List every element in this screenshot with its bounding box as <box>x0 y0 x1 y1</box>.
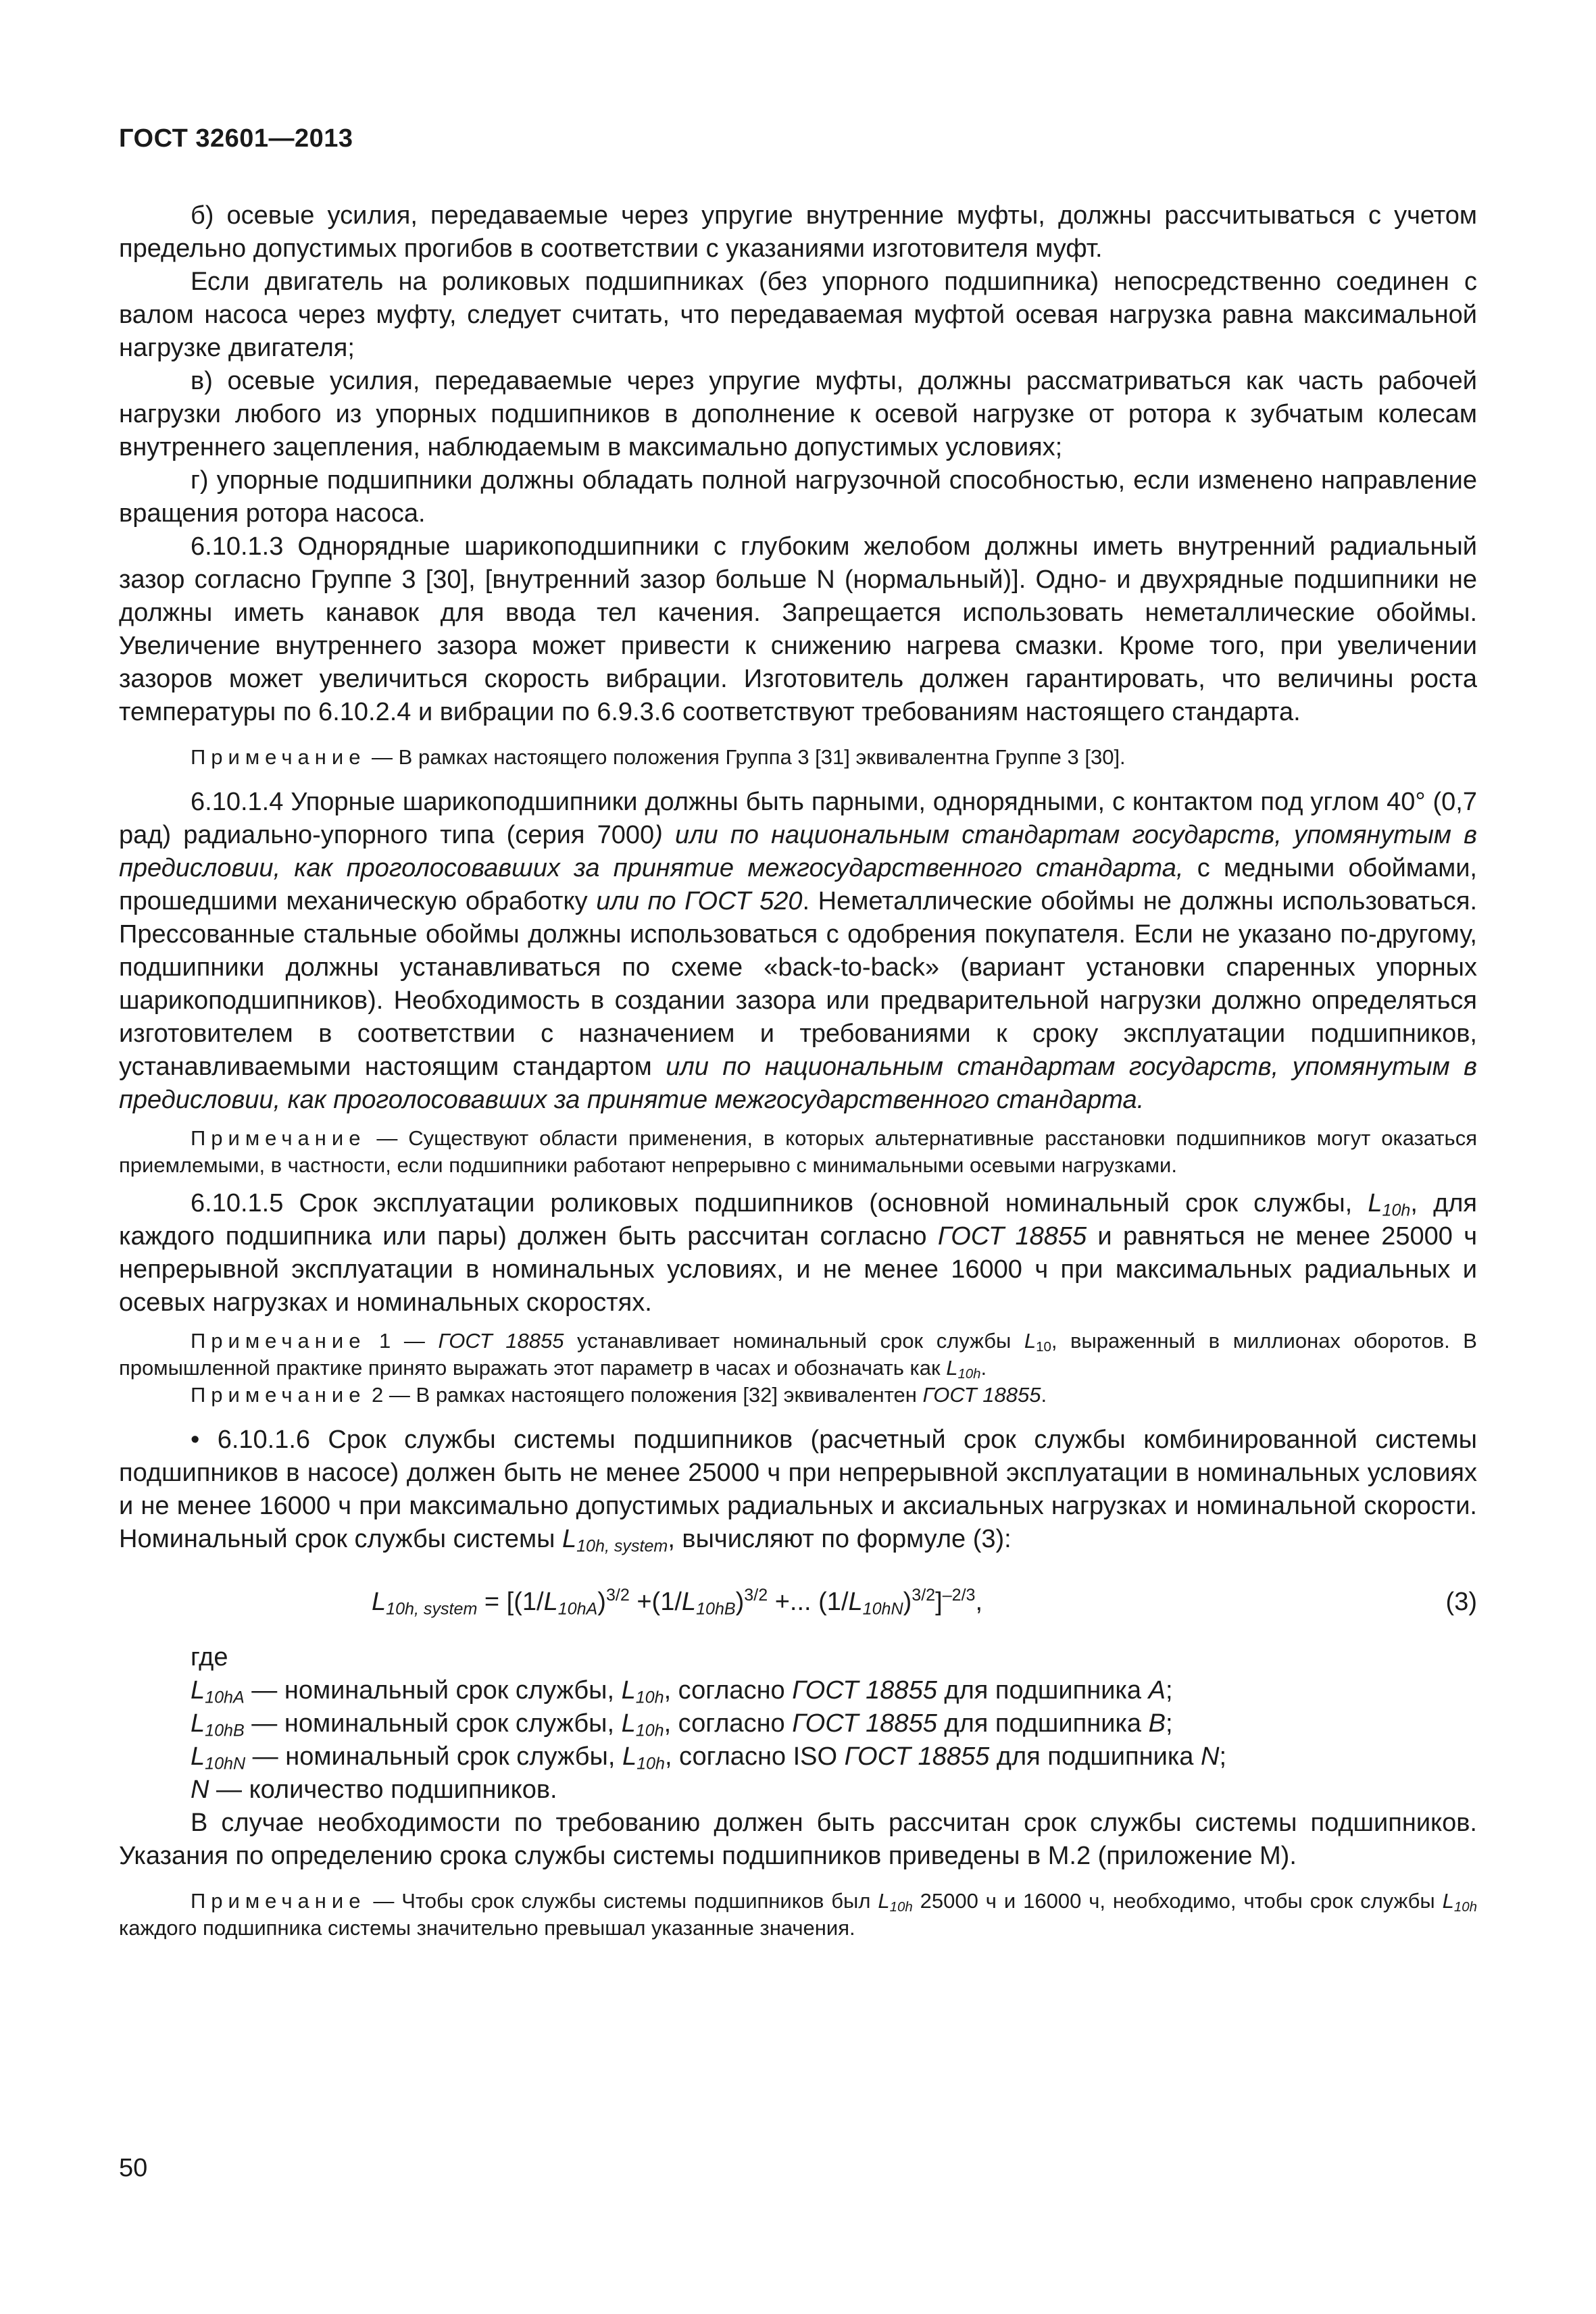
gost-reference: ГОСТ 18855 <box>792 1709 937 1738</box>
text-run: , согласно <box>664 1676 793 1705</box>
symbol-L: L <box>946 1356 958 1380</box>
text-run: и равняться не менее 25000 ч непрерывной эксплуатации в номинальных условиях, и не менее 16000 ч при максимальных радиальных и осевых нагрузках и номинальных скоростях. <box>119 1222 1477 1317</box>
bearing-symbol: A <box>1148 1676 1166 1705</box>
page-number: 50 <box>119 2154 148 2182</box>
text-run: , согласно <box>664 1709 793 1738</box>
subscript: 10h <box>635 1721 664 1740</box>
formula-part: , <box>975 1588 983 1616</box>
where-block <box>119 1641 1477 1807</box>
note-text: — В рамках настоящего положения Группа 3 [31] эквивалентна Группе 3 [30]. <box>366 745 1126 769</box>
text-run: • 6.10.1.6 Срок службы системы подшипников (расчетный срок службы комбинированной системы подшипников в насосе) должен быть не менее 25000 ч при непрерывной эксплуатации в номинальных условиях и не менее 16000 ч при максимально допустимых радиальных и аксиальных нагрузках и номинальной скорости. Номинальный срок службы системы <box>119 1426 1477 1553</box>
formula-part: = [(1/ <box>477 1588 544 1616</box>
text-run: — количество подшипников. <box>209 1776 557 1804</box>
symbol-L: L <box>191 1676 205 1705</box>
symbol-L: L <box>191 1709 205 1738</box>
note-label: Примечание <box>191 745 366 769</box>
text-run: — Чтобы срок службы системы подшипников был <box>366 1889 878 1913</box>
note-label: Примечание <box>191 1329 366 1353</box>
symbol-L: L <box>562 1525 577 1553</box>
subscript: 10hN <box>862 1599 903 1619</box>
formula-3 <box>119 1571 1477 1636</box>
formula-part: +... (1/ <box>768 1588 849 1616</box>
symbol-L: L <box>543 1588 558 1616</box>
subscript: 10h <box>957 1366 981 1382</box>
subscript: 10hN <box>205 1754 246 1774</box>
italic-run: или по ГОСТ 520 <box>596 887 803 915</box>
symbol-L: L <box>621 1676 636 1705</box>
text-run: , выраженный в миллионах оборотов. В промышленной практике принято выражать этот параметр в часах и обозначать как <box>119 1329 1477 1380</box>
subscript: 10h <box>1453 1899 1477 1915</box>
gost-reference: ГОСТ 18855 <box>844 1742 990 1771</box>
italic-run: ) или по национальным стандартам государств, упомянутым в предисловии, как проголосовавших за принятие межгосударственного стандарта, <box>119 821 1477 882</box>
text-run: — номинальный срок службы, <box>244 1676 622 1705</box>
text-run: устанавливает номинальный срок службы <box>564 1329 1024 1353</box>
note <box>119 1328 1477 1382</box>
paragraph: б) осевые усилия, передаваемые через упругие внутренние муфты, должны рассчитываться с учетом предельно допустимых прогибов в соответствии с указаниями изготовителя муфт. <box>119 201 1477 263</box>
text-run: для подшипника <box>989 1742 1201 1771</box>
text-run: ; <box>1219 1742 1226 1771</box>
text-run: В рамках настоящего положения [32] эквивалентен <box>416 1383 923 1407</box>
text-run: , согласно ISO <box>664 1742 845 1771</box>
note-label: Примечание <box>191 1126 366 1150</box>
symbol-L: L <box>1442 1889 1454 1913</box>
symbol-L: L <box>878 1889 890 1913</box>
subscript: 10h <box>889 1899 913 1915</box>
note-label: Примечание <box>191 1889 366 1913</box>
subscript: 10h <box>635 1688 664 1707</box>
text-run: для подшипника <box>937 1709 1149 1738</box>
note <box>119 1125 1477 1179</box>
subscript: 10hB <box>205 1721 245 1740</box>
paragraph: Если двигатель на роликовых подшипниках (без упорного подшипника) непосредственно соединен с валом насоса через муфту, следует считать, что передаваемая муфтой осевая нагрузка равна максимальной нагрузке двигателя; <box>119 268 1477 362</box>
text-run: для подшипника <box>937 1676 1149 1705</box>
subscript: 10 <box>1036 1339 1051 1355</box>
paragraph-6-10-1-5 <box>119 1187 1477 1319</box>
bearing-symbol: N <box>1200 1742 1220 1771</box>
text-run: ; <box>1165 1709 1173 1738</box>
symbol-L: L <box>1024 1329 1037 1353</box>
definition-item <box>191 1740 1477 1774</box>
formula-part: ) <box>903 1588 912 1616</box>
document-header: ГОСТ 32601—2013 <box>119 124 353 153</box>
paragraph: в) осевые усилия, передаваемые через упругие муфты, должны рассматриваться как часть рабочей нагрузки любого из упорных подшипников в дополнение к осевой нагрузке от ротора к зубчатым колесам внутреннего зацепления, наблюдаемым в максимально допустимых условиях; <box>119 367 1477 461</box>
bearing-symbol: B <box>1148 1709 1166 1738</box>
note-number: 2 — <box>366 1383 416 1407</box>
symbol-N: N <box>191 1776 209 1804</box>
text-run: ; <box>1165 1676 1173 1705</box>
subscript: 10h, system <box>386 1599 478 1619</box>
symbol-L: L <box>1368 1189 1382 1217</box>
note <box>119 1888 1477 1942</box>
formula-expression <box>372 1586 982 1619</box>
subscript: 10hB <box>696 1599 736 1619</box>
text-run: , для каждого подшипника или пары) должен быть рассчитан согласно <box>119 1189 1477 1251</box>
note-number: 1 — <box>366 1329 439 1353</box>
text-run: 25000 ч и 16000 ч, необходимо, чтобы срок службы <box>912 1889 1443 1913</box>
where-label: где <box>191 1643 228 1671</box>
definition-item <box>191 1674 1477 1707</box>
definition-list <box>119 1641 1477 1807</box>
formula-number: (3) <box>1445 1588 1477 1616</box>
subscript: 10h, system <box>576 1536 668 1556</box>
text-run: , вычисляют по формуле (3): <box>668 1525 1012 1553</box>
text-run: — номинальный срок службы, <box>244 1709 622 1738</box>
text-run: . Неметаллические обоймы не должны использоваться. Прессованные стальные обоймы должны использоваться с одобрения покупателя. Если не указано по-другому, подшипники должны устанавливаться по схеме «back-to-back» (вариант установки спаренных упорных шарикоподшипников). Необходимость в создании зазора или предварительной нагрузки должно определяться изготовителем в соответствии с назначением и требованиями к сроку эксплуатации подшипников, устанавливаемыми настоящим стандартом <box>119 887 1478 1081</box>
italic-run: или по национальным стандартам государств, упомянутым в предисловии, как проголосовавших за принятие межгосударственного стандарта. <box>119 1053 1477 1114</box>
text-run: . <box>980 1356 987 1380</box>
text-run: каждого подшипника системы значительно превышал указанные значения. <box>119 1916 855 1940</box>
gost-reference: ГОСТ 18855 <box>792 1676 937 1705</box>
paragraph: г) упорные подшипники должны обладать полной нагрузочной способностью, если изменено направление вращения ротора насоса. <box>119 466 1477 528</box>
note-text: — Существуют области применения, в которых альтернативные расстановки подшипников могут оказаться приемлемыми, в частности, если подшипники работают непрерывно с минимальными осевыми нагрузками. <box>119 1126 1477 1177</box>
gost-reference: ГОСТ 18855 <box>937 1222 1087 1251</box>
paragraph-6-10-1-3: 6.10.1.3 Однорядные шарикоподшипники с глубоким желобом должны иметь внутренний радиальный зазор согласно Группе 3 [30], [внутренний зазор больше N (нормальный)]. Одно- и двухрядные подшипники не должны иметь канавок для ввода тел качения. Запрещается использовать неметаллические обоймы. Увеличение внутреннего зазора может привести к снижению нагрева смазки. Кроме того, при увеличении зазоров может увеличиться скорость вибрации. Изготовитель должен гарантировать, что величины роста температуры по 6.10.2.4 и вибрации по 6.9.3.6 соответствуют требованиям настоящего стандарта. <box>119 532 1477 726</box>
symbol-L: L <box>191 1742 205 1771</box>
text-run: . <box>1041 1383 1047 1407</box>
formula-part: ) <box>597 1588 606 1616</box>
superscript: 3/2 <box>912 1586 936 1605</box>
symbol-L: L <box>372 1588 386 1616</box>
formula-part: ] <box>935 1588 943 1616</box>
text-run: 6.10.1.5 Срок эксплуатации роликовых подшипников (основной номинальный срок службы, <box>191 1189 1368 1217</box>
superscript: 3/2 <box>744 1586 768 1605</box>
paragraph-6-10-1-6 <box>119 1424 1477 1556</box>
symbol-L: L <box>621 1709 636 1738</box>
gost-reference: ГОСТ 18855 <box>922 1383 1041 1407</box>
paragraph-6-10-1-4 <box>119 786 1477 1117</box>
subscript: 10hA <box>205 1688 245 1707</box>
formula-part: ) <box>735 1588 745 1616</box>
definition-item <box>191 1707 1477 1740</box>
subscript: 10h <box>1382 1201 1411 1220</box>
note <box>119 1382 1477 1409</box>
note-label: Примечание <box>191 1383 366 1407</box>
gost-reference: ГОСТ 18855 <box>438 1329 564 1353</box>
symbol-L: L <box>622 1742 637 1771</box>
paragraph: В случае необходимости по требованию должен быть рассчитан срок службы системы подшипников. Указания по определению срока службы системы подшипников приведены в М.2 (приложение М). <box>119 1809 1477 1870</box>
definition-item <box>191 1774 1477 1807</box>
document-body <box>119 199 1477 1942</box>
superscript: –2/3 <box>942 1586 976 1605</box>
subscript: 10h <box>637 1754 665 1774</box>
text-run: с медными обоймами, прошедшими механическую обработку <box>119 854 1477 915</box>
note <box>119 744 1477 771</box>
subscript: 10hA <box>557 1599 598 1619</box>
formula-part: +(1/ <box>629 1588 682 1616</box>
superscript: 3/2 <box>605 1586 630 1605</box>
text-run: — номинальный срок службы, <box>245 1742 622 1771</box>
symbol-L: L <box>681 1588 697 1616</box>
symbol-L: L <box>848 1588 863 1616</box>
text-run: 6.10.1.4 Упорные шарикоподшипники должны быть парными, однорядными, с контактом под углом 40° (0,7 рад) радиально-упорного типа (серия 7000 <box>119 788 1477 849</box>
